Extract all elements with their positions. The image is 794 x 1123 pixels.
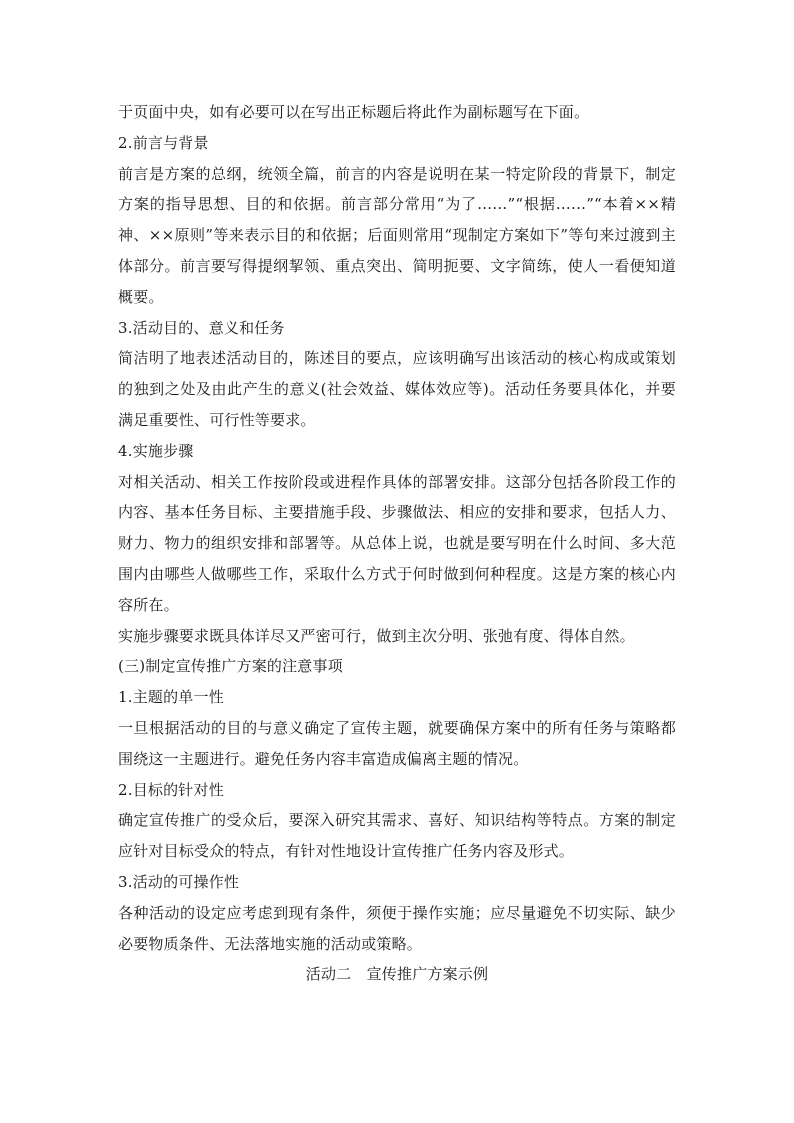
body-paragraph: 于页面中央，如有必要可以在写出正标题后将此作为副标题写在下面。 bbox=[118, 103, 590, 121]
body-paragraph: 各种活动的设定应考虑到现有条件，须便于操作实施；应尽量避免不切实际、缺少必要物质条件、无法落地实施的活动或策略。 bbox=[118, 903, 676, 953]
document-body bbox=[118, 97, 676, 990]
body-paragraph: 实施步骤要求既具体详尽又严密可行，做到主次分明、张弛有度、得体自然。 bbox=[118, 626, 635, 645]
section-heading-notes: (三)制定宣传推广方案的注意事项 bbox=[118, 657, 343, 676]
subsection-heading-operability: 3.活动的可操作性 bbox=[118, 872, 240, 891]
section-heading-preface: 2.前言与背景 bbox=[118, 133, 209, 152]
subsection-heading-theme: 1.主题的单一性 bbox=[118, 688, 224, 707]
body-paragraph: 确定宣传推广的受众后，要深入研究其需求、喜好、知识结构等特点。方案的制定应针对目标受众的特点，有针对性地设计宣传推广任务内容及形式。 bbox=[118, 811, 676, 861]
section-heading-purpose: 3.活动目的、意义和任务 bbox=[118, 318, 285, 337]
section-heading-steps: 4.实施步骤 bbox=[118, 441, 194, 460]
subsection-heading-target: 2.目标的针对性 bbox=[118, 780, 224, 799]
body-paragraph: 简洁明了地表述活动目的，陈述目的要点，应该明确写出该活动的核心构成或策划的独到之处及由此产生的意义(社会效益、媒体效应等)。活动任务要具体化，并要满足重要性、可行性等要求。 bbox=[118, 349, 676, 429]
body-paragraph: 一旦根据活动的目的与意义确定了宣传主题，就要确保方案中的所有任务与策略都围绕这一主题进行。避免任务内容丰富造成偏离主题的情况。 bbox=[118, 718, 676, 768]
body-paragraph: 对相关活动、相关工作按阶段或进程作具体的部署安排。这部分包括各阶段工作的内容、基本任务目标、主要措施手段、步骤做法、相应的安排和要求，包括人力、财力、物力的组织安排和部署等。从总体上说，也就是要写明在什么时间、多大范围内由哪些人做哪些工作，采取什么方式于何时做到何种程度。这是方案的核心内容所在。 bbox=[118, 472, 676, 614]
activity-title: 活动二 宣传推广方案示例 bbox=[305, 965, 489, 984]
body-paragraph: 前言是方案的总纲，统领全篇，前言的内容是说明在某一特定阶段的背景下，制定方案的指导思想、目的和依据。前言部分常用“为了……”“根据……”“本着××精神、××原则”等来表示目的和依据；后面则常用“现制定方案如下”等句来过渡到主体部分。前言要写得提纲挈领、重点突出、简明扼要、文字简练，使人一看便知道概要。 bbox=[118, 164, 676, 306]
